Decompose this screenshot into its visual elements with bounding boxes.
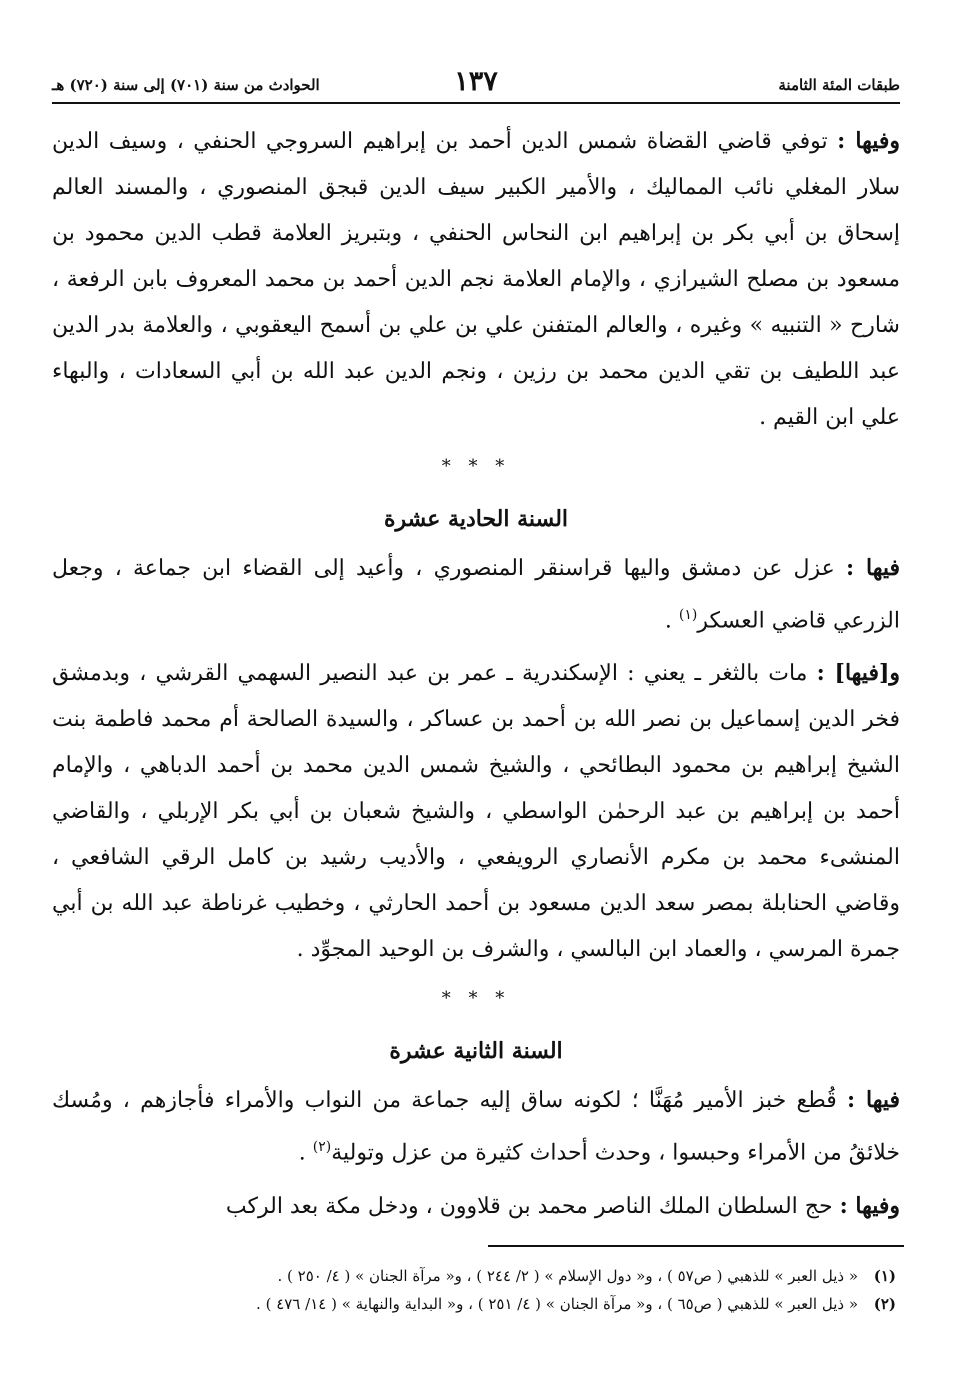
paragraph-text: مات بالثغر ـ يعني : الإسكندرية ـ عمر بن عبد النصير السهمي القرشي ، وبدمشق فخر الدين إسماعيل بن نصر الله بن أحمد بن عساكر ، والسيدة الصالحة أم محمد فاطمة بنت الشيخ إبراهيم بن محمود البطائحي ، والشيخ شمس الدين محمد بن أحمد الدباهي ، والإمام أحمد بن إبراهيم بن عبد الرحمٰن الواسطي ، والشيخ شعبان بن أبي بكر الإربلي ، والقاضي المنشىء محمد بن مكرم الأنصاري الرويفعي ، والأديب رشيد بن كامل الرقي الشافعي ، وقاضي الحنابلة بمصر سعد الدين مسعود بن أحمد الحارثي ، وخطيب غرناطة عبد الله بن أبي جمرة المرسي ، والعماد ابن البالسي ، والشرف بن الوحيد المجوِّد . bbox=[52, 661, 900, 963]
section-heading: السنة الثانية عشرة bbox=[389, 1038, 563, 1065]
footnote-number: (١) bbox=[873, 1267, 896, 1285]
paragraph bbox=[52, 1077, 900, 1176]
paragraph-lead: فيها : bbox=[846, 555, 900, 581]
book-page bbox=[52, 60, 900, 1236]
paragraph-text: حج السلطان الملك الناصر محمد بن قلاوون ، ودخل مكة بعد الركب bbox=[225, 1193, 840, 1219]
section-separator: * * * bbox=[441, 456, 511, 477]
footnote-text: « ذيل العبر » للذهبي ( ص٦٥ ) ، و« مرآة الجنان » ( ٤/ ٢٥١ ) ، و« البداية والنهاية » ( ١٤/ ٤٧٦ ) . bbox=[256, 1295, 858, 1313]
running-header bbox=[52, 60, 900, 104]
footnotes bbox=[66, 1262, 896, 1318]
paragraph bbox=[52, 545, 900, 644]
footnote-text: « ذيل العبر » للذهبي ( ص٥٧ ) ، و« دول الإسلام » ( ٢/ ٢٤٤ ) ، و« مرآة الجنان » ( ٤/ ٢٥٠ ) . bbox=[277, 1267, 858, 1285]
footnote-number: (٢) bbox=[873, 1295, 896, 1313]
main-text bbox=[52, 118, 900, 1230]
paragraph bbox=[52, 118, 900, 441]
paragraph bbox=[52, 1183, 900, 1230]
footnote-item bbox=[66, 1290, 896, 1318]
footnote-divider bbox=[488, 1245, 904, 1247]
paragraph-end: . bbox=[298, 1140, 313, 1166]
events-range: الحوادث من سنة (٧٠١) إلى سنة (٧٢٠) هـ bbox=[52, 76, 320, 94]
paragraph-lead: وفيها : bbox=[837, 128, 900, 154]
footnote-item bbox=[66, 1262, 896, 1290]
paragraph-text: توفي قاضي القضاة شمس الدين أحمد بن إبراهيم السروجي الحنفي ، وسيف الدين سلار المغلي نائب المماليك ، والأمير الكبير سيف الدين قبجق المنصوري ، والمسند العالم إسحاق بن أبي بكر بن إبراهيم ابن النحاس الحنفي ، وبتبريز العلامة قطب الدين محمود بن مسعود بن مصلح الشيرازي ، والإمام العلامة نجم الدين أحمد بن محمد المعروف بابن الرفعة ، شارح « التنبيه » وغيره ، والعالم المتفنن علي بن علي بن أسمح اليعقوبي ، والعلامة بدر الدين عبد اللطيف بن تقي الدين محمد بن رزين ، ونجم الدين عبد الله بن أبي السعادات ، والبهاء علي ابن القيم . bbox=[52, 129, 900, 430]
section-heading: السنة الحادية عشرة bbox=[383, 506, 569, 532]
footnote-ref[interactable]: (٢) bbox=[312, 1139, 332, 1156]
section-separator: * * * bbox=[441, 988, 511, 1010]
paragraph-text: قُطع خبز الأمير مُهَنَّا ؛ لكونه ساق إليه جماعة من النواب والأمراء فأجازهم ، ومُسك خلائقُ من الأمراء وحبسوا ، وحدث أحداث كثيرة من عزل وتولية bbox=[52, 1088, 900, 1166]
paragraph-end: . bbox=[664, 608, 679, 634]
paragraph-text: عزل عن دمشق واليها قراسنقر المنصوري ، وأعيد إلى القضاء ابن جماعة ، وجعل الزرعي قاضي العسكر bbox=[52, 556, 900, 634]
paragraph bbox=[52, 650, 900, 973]
book-title: طبقات المئة الثامنة bbox=[778, 76, 900, 94]
footnote-ref[interactable]: (١) bbox=[678, 607, 698, 623]
paragraph-lead: فيها : bbox=[846, 1087, 900, 1114]
paragraph-lead: وفيها : bbox=[839, 1192, 900, 1219]
page-number: ١٣٧ bbox=[454, 66, 498, 97]
paragraph-lead: و[فيها] : bbox=[816, 660, 900, 687]
